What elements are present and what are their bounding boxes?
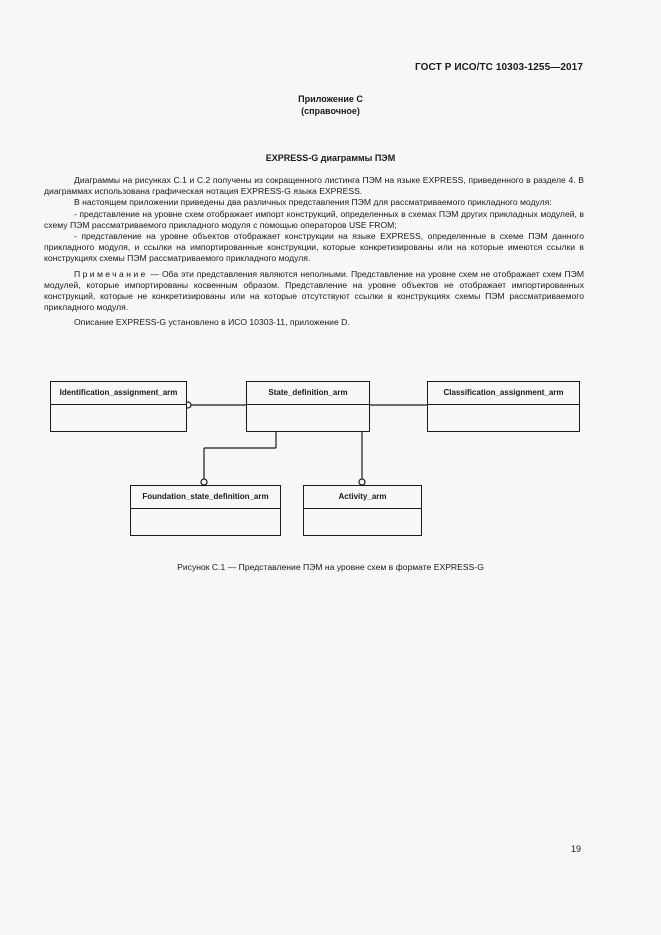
page-number: 19 [570, 844, 581, 854]
entity-name: Identification_assignment_arm [51, 382, 186, 405]
paragraph-2: В настоящем приложении приведены два различных представления ПЭМ для рассматриваемого прикладного модуля: [74, 197, 552, 208]
entity-box-classification-assignment[interactable] [427, 381, 580, 432]
annex-title: Приложение С [298, 94, 363, 104]
note-text: — Оба эти представления являются неполными. Представление на уровне схем не отображает схем ПЭМ модулей, которые импортированы косвенным образом. Представление на уровне объектов не отображает импортированных конструкций, которые не конкретизированы или на которые отсутствуют ссылки в конструкциях схемы ПЭМ рассматриваемого прикладного модуля. [44, 268, 584, 313]
entity-box-state-definition[interactable] [246, 381, 370, 432]
entity-name: State_definition_arm [247, 382, 369, 405]
annex-status: (справочное) [301, 106, 360, 116]
note-label: Примечание [74, 268, 148, 279]
entity-box-foundation-state-definition[interactable] [130, 485, 281, 536]
entity-box-identification-assignment[interactable] [50, 381, 187, 432]
note-paragraph [44, 269, 584, 314]
body-text [44, 175, 584, 329]
paragraph-3: - представление на уровне схем отображает импорт конструкций, определенных в схемах ПЭМ других прикладных модулей, в схему ПЭМ рассматриваемого прикладного модуля с помощью операторов USE FROM; [44, 208, 584, 230]
annex-heading [0, 93, 661, 117]
entity-box-activity[interactable] [303, 485, 422, 536]
section-title: EXPRESS-G диаграммы ПЭМ [265, 153, 396, 163]
entity-name: Activity_arm [304, 486, 421, 509]
paragraph-4: - представление на уровне объектов отображает конструкции на языке EXPRESS, определенные в схеме ПЭМ данного прикладного модуля, и ссылки на импортированные конструкции, которые конкретизированы или на которые имеются ссылки в конструкциях схемы ПЭМ рассматриваемого прикладного модуля. [44, 231, 584, 264]
entity-name: Foundation_state_definition_arm [131, 486, 280, 509]
figure-caption: Рисунок С.1 — Представление ПЭМ на уровне схем в формате EXPRESS-G [177, 562, 484, 572]
entity-name: Classification_assignment_arm [428, 382, 579, 405]
paragraph-5: Описание EXPRESS-G установлено в ИСО 10303-11, приложение D. [74, 317, 350, 328]
document-standard-header: ГОСТ Р ИСО/ТС 10303-1255—2017 [415, 62, 583, 73]
paragraph-1: Диаграммы на рисунках С.1 и С.2 получены из сокращенного листинга ПЭМ на языке EXPRESS, приведенного в разделе 4. В диаграммах использована графическая нотация EXPRESS-G языка EXPRESS. [44, 175, 584, 197]
